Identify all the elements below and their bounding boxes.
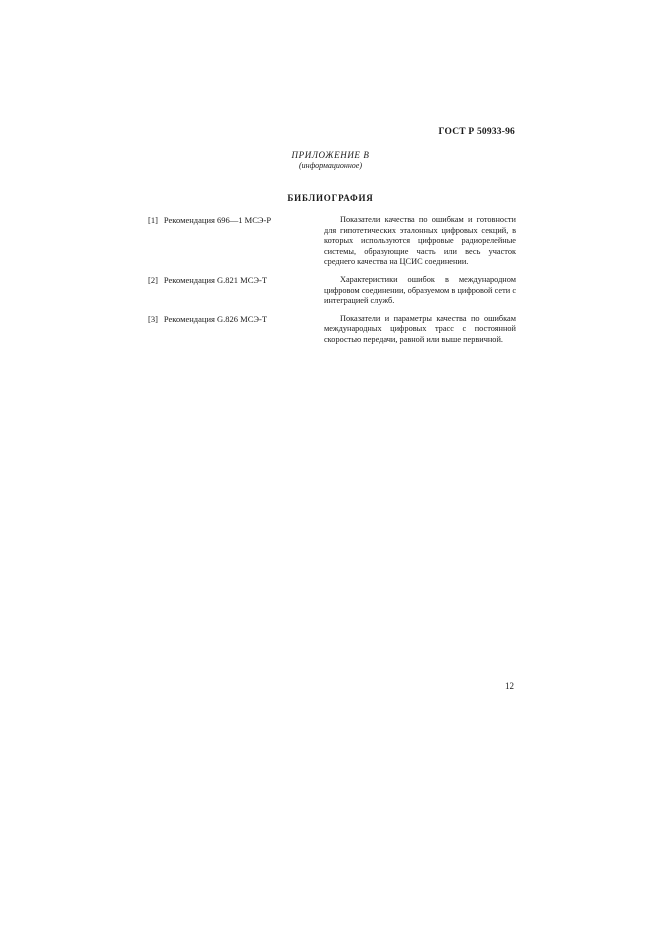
- entry-reference: Рекомендация G.821 МСЭ-Т: [163, 274, 268, 285]
- bibliography-list: [148, 215, 516, 353]
- entry-description: Характеристики ошибок в международном цифровом соединении, образуемом в цифровой сети с интеграцией служб.: [324, 274, 516, 306]
- bibliography-entry: [148, 275, 516, 307]
- entry-number: [1]: [148, 215, 158, 225]
- entry-reference: Рекомендация 696—1 МСЭ-Р: [163, 215, 272, 225]
- appendix-title: ПРИЛОЖЕНИЕ В: [291, 150, 370, 160]
- bibliography-heading: БИБЛИОГРАФИЯ: [287, 193, 374, 203]
- appendix-subtitle: (информационное): [298, 161, 363, 170]
- entry-description: Показатели и параметры качества по ошибкам международных цифровых трасс с постоянной скоростью передачи, равной или выше первичной.: [324, 313, 516, 344]
- entry-reference-block: [148, 314, 308, 346]
- bibliography-entry: [148, 215, 516, 268]
- entry-reference-block: [148, 215, 308, 268]
- bibliography-entry: [148, 314, 516, 346]
- page-number: 12: [505, 681, 514, 691]
- entry-reference-block: [148, 275, 308, 307]
- entry-number: [2]: [148, 274, 158, 285]
- entry-reference: Рекомендация G.826 МСЭ-Т: [163, 313, 268, 324]
- document-code: ГОСТ Р 50933-96: [438, 127, 515, 137]
- entry-number: [3]: [148, 313, 158, 324]
- entry-description: Показатели качества по ошибкам и готовности для гипотетических эталонных цифровых секций, в которых используются цифровые радиорелейные системы, образующие часть или весь участок среднего качества на ЦСИС соединении.: [324, 215, 516, 267]
